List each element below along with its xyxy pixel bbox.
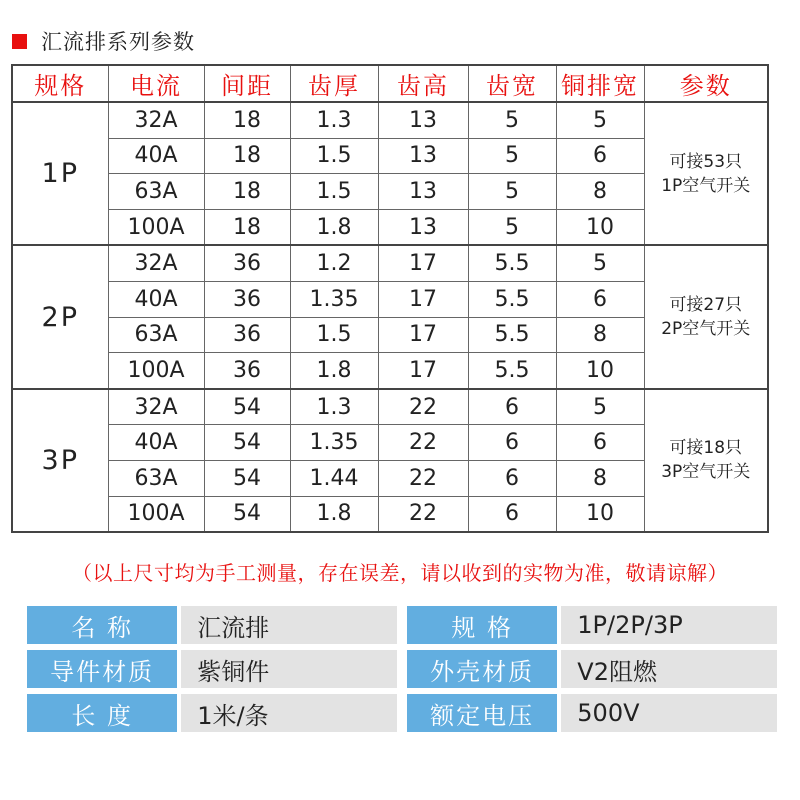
table-cell: 40A	[108, 138, 204, 174]
param-line: 2P空气开关	[661, 319, 751, 340]
table-cell: 17	[378, 245, 468, 281]
attribute-name	[27, 606, 397, 644]
table-cell: 10	[556, 209, 644, 245]
table-cell: 5	[468, 102, 556, 138]
spec-cell: 3P	[12, 389, 108, 532]
table-cell: 1.5	[290, 138, 378, 174]
table-cell: 6	[556, 138, 644, 174]
param-cell	[644, 102, 768, 245]
table-cell: 18	[204, 209, 290, 245]
table-cell: 63A	[108, 460, 204, 496]
param-line: 1P空气开关	[661, 175, 751, 196]
table-cell: 32A	[108, 389, 204, 425]
table-cell: 5.5	[468, 245, 556, 281]
section-title: 汇流排系列参数	[41, 30, 195, 54]
attribute-conductor-material	[27, 650, 397, 688]
column-header: 间距	[204, 65, 290, 102]
table-cell: 100A	[108, 496, 204, 532]
attribute-length	[27, 694, 397, 732]
table-cell: 40A	[108, 281, 204, 317]
table-cell: 1.3	[290, 102, 378, 138]
table-cell: 18	[204, 102, 290, 138]
table-body	[12, 102, 768, 532]
param-line: 3P空气开关	[661, 462, 751, 483]
table-cell: 36	[204, 245, 290, 281]
attribute-label: 长 度	[27, 694, 177, 732]
table-cell: 63A	[108, 317, 204, 353]
table-cell: 22	[378, 425, 468, 461]
param-line: 可接27只	[669, 295, 743, 316]
param-cell	[644, 389, 768, 532]
table-cell: 100A	[108, 209, 204, 245]
table-cell: 17	[378, 317, 468, 353]
attribute-value: 汇流排	[181, 606, 397, 644]
table-cell: 6	[468, 425, 556, 461]
attribute-value: 紫铜件	[181, 650, 397, 688]
table-cell: 100A	[108, 353, 204, 389]
table-cell: 1.8	[290, 353, 378, 389]
table-cell: 13	[378, 102, 468, 138]
table-cell: 10	[556, 496, 644, 532]
table-cell: 8	[556, 460, 644, 496]
attribute-value: V2阻燃	[561, 650, 777, 688]
table-cell: 54	[204, 425, 290, 461]
table-cell: 1.2	[290, 245, 378, 281]
table-cell: 6	[556, 281, 644, 317]
column-header: 齿厚	[290, 65, 378, 102]
column-header: 规格	[12, 65, 108, 102]
param-line: 可接53只	[669, 151, 743, 172]
attribute-label: 额定电压	[407, 694, 557, 732]
table-cell: 22	[378, 496, 468, 532]
table-cell: 1.44	[290, 460, 378, 496]
table-cell: 54	[204, 389, 290, 425]
disclaimer-text: （以上尺寸均为手工测量，存在误差，请以收到的实物为准，敬请谅解）	[72, 561, 728, 585]
attribute-rated-voltage	[407, 694, 777, 732]
table-cell: 54	[204, 460, 290, 496]
table-cell: 40A	[108, 425, 204, 461]
param-cell	[644, 245, 768, 388]
table-cell: 17	[378, 353, 468, 389]
attribute-label: 名 称	[27, 606, 177, 644]
table-cell: 5.5	[468, 281, 556, 317]
attribute-label: 规 格	[407, 606, 557, 644]
section-header	[12, 26, 195, 56]
table-cell: 5	[468, 209, 556, 245]
table-cell: 13	[378, 138, 468, 174]
attribute-value: 1P/2P/3P	[561, 606, 777, 644]
table-cell: 13	[378, 174, 468, 210]
table-cell: 10	[556, 353, 644, 389]
attribute-label: 导件材质	[27, 650, 177, 688]
column-header: 齿宽	[468, 65, 556, 102]
table-cell: 1.35	[290, 425, 378, 461]
table-cell: 5	[468, 174, 556, 210]
attribute-label: 外壳材质	[407, 650, 557, 688]
table-cell: 32A	[108, 102, 204, 138]
table-cell: 36	[204, 281, 290, 317]
table-cell: 8	[556, 174, 644, 210]
table-cell: 5.5	[468, 317, 556, 353]
table-cell: 5.5	[468, 353, 556, 389]
attribute-spec	[407, 606, 777, 644]
table-cell: 18	[204, 174, 290, 210]
param-line: 可接18只	[669, 438, 743, 459]
spec-table	[11, 64, 769, 533]
table-row	[12, 245, 768, 281]
red-square-icon	[12, 34, 27, 49]
column-header: 电流	[108, 65, 204, 102]
attribute-housing-material	[407, 650, 777, 688]
table-cell: 63A	[108, 174, 204, 210]
table-cell: 1.35	[290, 281, 378, 317]
table-cell: 54	[204, 496, 290, 532]
table-cell: 1.5	[290, 317, 378, 353]
table-cell: 5	[556, 245, 644, 281]
table-cell: 13	[378, 209, 468, 245]
table-cell: 5	[468, 138, 556, 174]
column-header: 铜排宽	[556, 65, 644, 102]
table-cell: 22	[378, 460, 468, 496]
spec-cell: 2P	[12, 245, 108, 388]
attribute-value: 500V	[561, 694, 777, 732]
table-cell: 1.8	[290, 209, 378, 245]
table-cell: 1.3	[290, 389, 378, 425]
table-cell: 6	[468, 460, 556, 496]
table-row	[12, 389, 768, 425]
table-row	[12, 102, 768, 138]
table-cell: 6	[468, 496, 556, 532]
table-cell: 17	[378, 281, 468, 317]
table-cell: 18	[204, 138, 290, 174]
table-cell: 1.8	[290, 496, 378, 532]
table-cell: 5	[556, 102, 644, 138]
table-cell: 6	[556, 425, 644, 461]
table-cell: 36	[204, 317, 290, 353]
column-header: 参数	[644, 65, 768, 102]
column-header: 齿高	[378, 65, 468, 102]
table-cell: 36	[204, 353, 290, 389]
table-cell: 32A	[108, 245, 204, 281]
table-header-row	[12, 65, 768, 102]
table-cell: 1.5	[290, 174, 378, 210]
table-cell: 22	[378, 389, 468, 425]
table-cell: 6	[468, 389, 556, 425]
attribute-value: 1米/条	[181, 694, 397, 732]
spec-cell: 1P	[12, 102, 108, 245]
table-cell: 5	[556, 389, 644, 425]
table-cell: 8	[556, 317, 644, 353]
